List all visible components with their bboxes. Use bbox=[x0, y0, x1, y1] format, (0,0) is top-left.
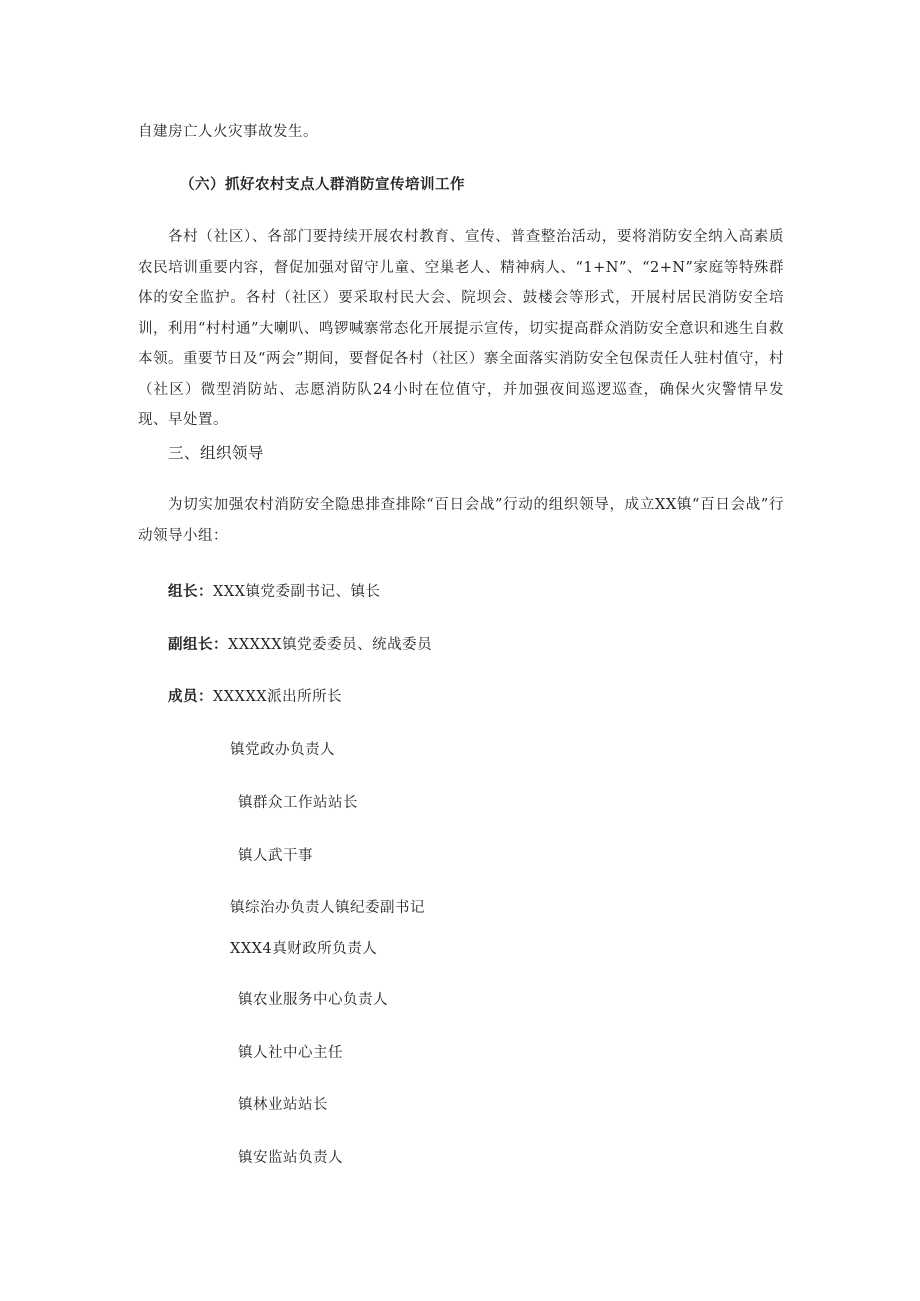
continued-text-line: 自建房亡人火灾事故发生。 bbox=[138, 124, 318, 140]
member-item: 镇综治办负责人镇纪委副书记 bbox=[230, 900, 425, 916]
member-item: 镇农业服务中心负责人 bbox=[238, 992, 388, 1008]
member-item: 镇人社中心主任 bbox=[238, 1045, 343, 1061]
paragraph-section-6: 各村（社区）、各部门要持续开展农村教育、宣传、普查整治活动，要将消防安全纳入高素质农民培训重要内容，督促加强对留守儿童、空巢老人、精神病人、“1+N”、“2+N”家庭等特殊群体的安全监护。各村（社区）要采取村民大会、院坝会、鼓楼会等形式，开展村居民消防安全培训，利用“村村通”大喇叭、鸣锣喊寨常态化开展提示宣传，切实提高群众消防安全意识和逃生自救本领。重要节日及“两会”期间，要督促各村（社区）寨全面落实消防安全包保责任人驻村值守，村（社区）微型消防站、志愿消防队24小时在位值守，并加强夜间巡逻巡查，确保火灾警情早发现、早处置。 bbox=[138, 229, 784, 428]
deputy-leader-line bbox=[168, 633, 432, 654]
section-heading-6: （六）抓好农村支点人群消防宣传培训工作 bbox=[180, 176, 465, 193]
member-item: 镇安监站负责人 bbox=[238, 1150, 343, 1166]
leader-text: XXX镇党委副书记、镇长 bbox=[213, 584, 381, 600]
members-label: 成员： bbox=[168, 688, 213, 705]
leader-label: 组长： bbox=[168, 583, 213, 600]
member-item: 镇群众工作站站长 bbox=[238, 795, 358, 811]
member-item: XXX4真财政所负责人 bbox=[230, 941, 378, 957]
member-item: 镇人武干事 bbox=[238, 848, 313, 864]
paragraph-organization: 为切实加强农村消防安全隐患排查排除“百日会战”行动的组织领导，成立XX镇“百日会战”行动领导小组： bbox=[138, 497, 784, 544]
leader-line bbox=[168, 580, 380, 601]
deputy-leader-text: XXXXX镇党委委员、统战委员 bbox=[228, 637, 433, 653]
members-line bbox=[168, 685, 342, 706]
members-first: XXXXX派出所所长 bbox=[213, 689, 343, 705]
deputy-leader-label: 副组长： bbox=[168, 636, 228, 653]
section-heading-organization: 三、组织领导 bbox=[168, 444, 265, 462]
member-item: 镇党政办负责人 bbox=[230, 742, 335, 758]
member-item: 镇林业站站长 bbox=[238, 1097, 328, 1113]
